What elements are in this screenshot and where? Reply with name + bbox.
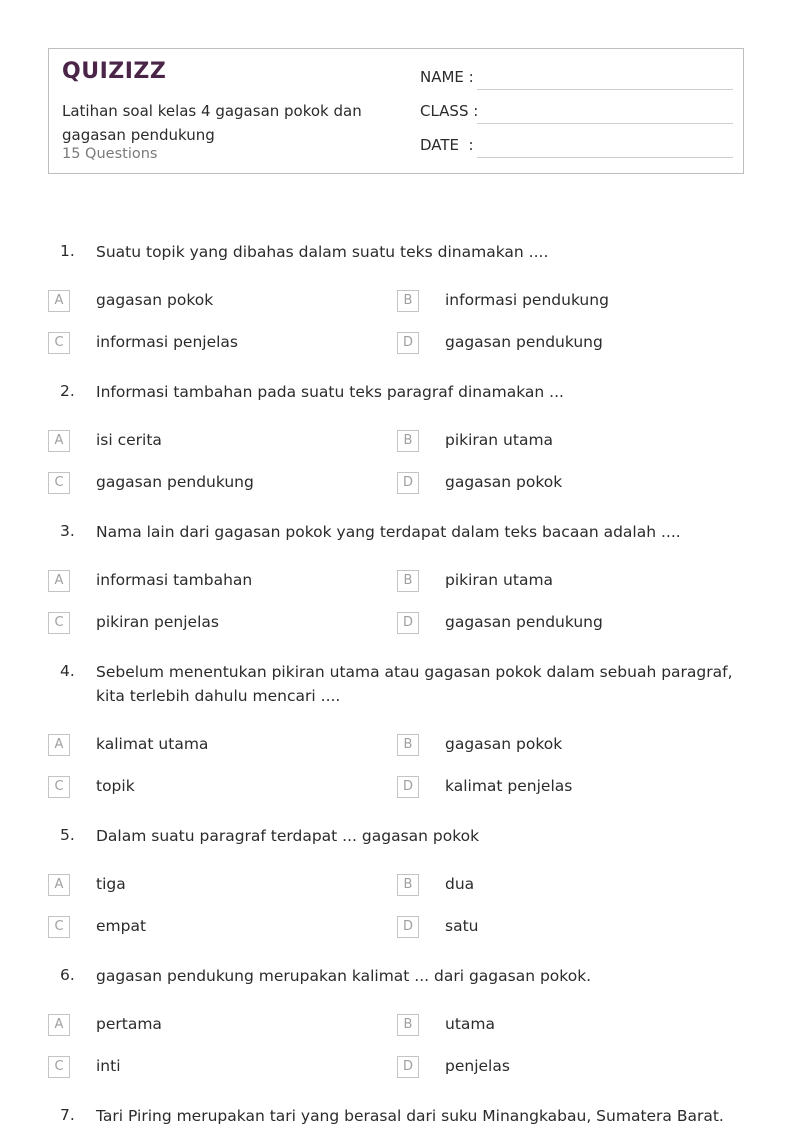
option-text-b: dua: [445, 875, 475, 893]
question-count: 15 Questions: [62, 146, 158, 162]
worksheet-title: Latihan soal kelas 4 gagasan pokok dan gagasan pendukung: [62, 102, 362, 144]
quizizz-logo: QUIZIZZ: [62, 59, 167, 84]
option-box-d[interactable]: D: [397, 916, 419, 938]
option-box-d[interactable]: D: [397, 1056, 419, 1078]
option-box-b[interactable]: B: [397, 290, 419, 312]
question-number: 3.: [60, 522, 75, 540]
option-box-b[interactable]: B: [397, 430, 419, 452]
option-box-d[interactable]: D: [397, 332, 419, 354]
option-box-b[interactable]: B: [397, 734, 419, 756]
option-text-c: inti: [96, 1057, 121, 1075]
option-text-a: tiga: [96, 875, 126, 893]
class-label: CLASS :: [420, 102, 479, 120]
option-text-c: gagasan pendukung: [96, 473, 254, 491]
option-box-a[interactable]: A: [48, 290, 70, 312]
option-box-a[interactable]: A: [48, 734, 70, 756]
question-number: 2.: [60, 382, 75, 400]
option-box-c[interactable]: C: [48, 612, 70, 634]
question-text: gagasan pendukung merupakan kalimat ... dari gagasan pokok.: [96, 967, 592, 985]
option-box-a[interactable]: A: [48, 430, 70, 452]
class-field: [420, 102, 478, 120]
option-box-b[interactable]: B: [397, 874, 419, 896]
name-label: NAME :: [420, 68, 474, 86]
question-text: Nama lain dari gagasan pokok yang terdapat dalam teks bacaan adalah ....: [96, 523, 681, 541]
option-text-c: topik: [96, 777, 135, 795]
question-number: 7.: [60, 1106, 75, 1124]
option-text-b: pikiran utama: [445, 571, 554, 589]
option-box-a[interactable]: A: [48, 570, 70, 592]
question-number: 4.: [60, 662, 75, 680]
option-text-d: gagasan pokok: [445, 473, 563, 491]
option-box-a[interactable]: A: [48, 874, 70, 896]
option-text-b: informasi pendukung: [445, 291, 609, 309]
question-number: 5.: [60, 826, 75, 844]
option-text-d: kalimat penjelas: [445, 777, 573, 795]
option-box-b[interactable]: B: [397, 1014, 419, 1036]
option-text-a: kalimat utama: [96, 735, 209, 753]
option-text-c: pikiran penjelas: [96, 613, 219, 631]
question-number: 6.: [60, 966, 75, 984]
class-line[interactable]: [477, 123, 733, 124]
option-text-a: isi cerita: [96, 431, 162, 449]
option-box-c[interactable]: C: [48, 1056, 70, 1078]
name-line[interactable]: [477, 89, 733, 90]
option-text-d: gagasan pendukung: [445, 613, 603, 631]
option-text-a: gagasan pokok: [96, 291, 214, 309]
question-text: Informasi tambahan pada suatu teks paragraf dinamakan ...: [96, 383, 564, 401]
option-box-c[interactable]: C: [48, 472, 70, 494]
date-label: DATE :: [420, 136, 474, 154]
option-text-b: utama: [445, 1015, 495, 1033]
question-text: Tari Piring merupakan tari yang berasal dari suku Minangkabau, Sumatera Barat.: [96, 1107, 724, 1125]
option-text-a: pertama: [96, 1015, 162, 1033]
option-text-b: gagasan pokok: [445, 735, 563, 753]
question-text: Dalam suatu paragraf terdapat ... gagasan pokok: [96, 827, 480, 845]
date-field: [420, 136, 474, 154]
option-box-c[interactable]: C: [48, 332, 70, 354]
option-box-b[interactable]: B: [397, 570, 419, 592]
option-box-c[interactable]: C: [48, 776, 70, 798]
question-number: 1.: [60, 242, 75, 260]
option-text-c: empat: [96, 917, 147, 935]
option-text-d: gagasan pendukung: [445, 333, 603, 351]
option-box-d[interactable]: D: [397, 472, 419, 494]
option-text-b: pikiran utama: [445, 431, 554, 449]
option-text-d: satu: [445, 917, 479, 935]
date-line[interactable]: [477, 157, 733, 158]
worksheet-header: [48, 48, 744, 174]
name-field: [420, 68, 474, 86]
option-box-a[interactable]: A: [48, 1014, 70, 1036]
option-box-d[interactable]: D: [397, 612, 419, 634]
option-text-c: informasi penjelas: [96, 333, 238, 351]
option-text-d: penjelas: [445, 1057, 510, 1075]
question-text: Sebelum menentukan pikiran utama atau gagasan pokok dalam sebuah paragraf, kita terlebih dahulu mencari ....: [96, 663, 733, 705]
question-text: Suatu topik yang dibahas dalam suatu teks dinamakan ....: [96, 243, 549, 261]
option-text-a: informasi tambahan: [96, 571, 253, 589]
option-box-c[interactable]: C: [48, 916, 70, 938]
option-box-d[interactable]: D: [397, 776, 419, 798]
